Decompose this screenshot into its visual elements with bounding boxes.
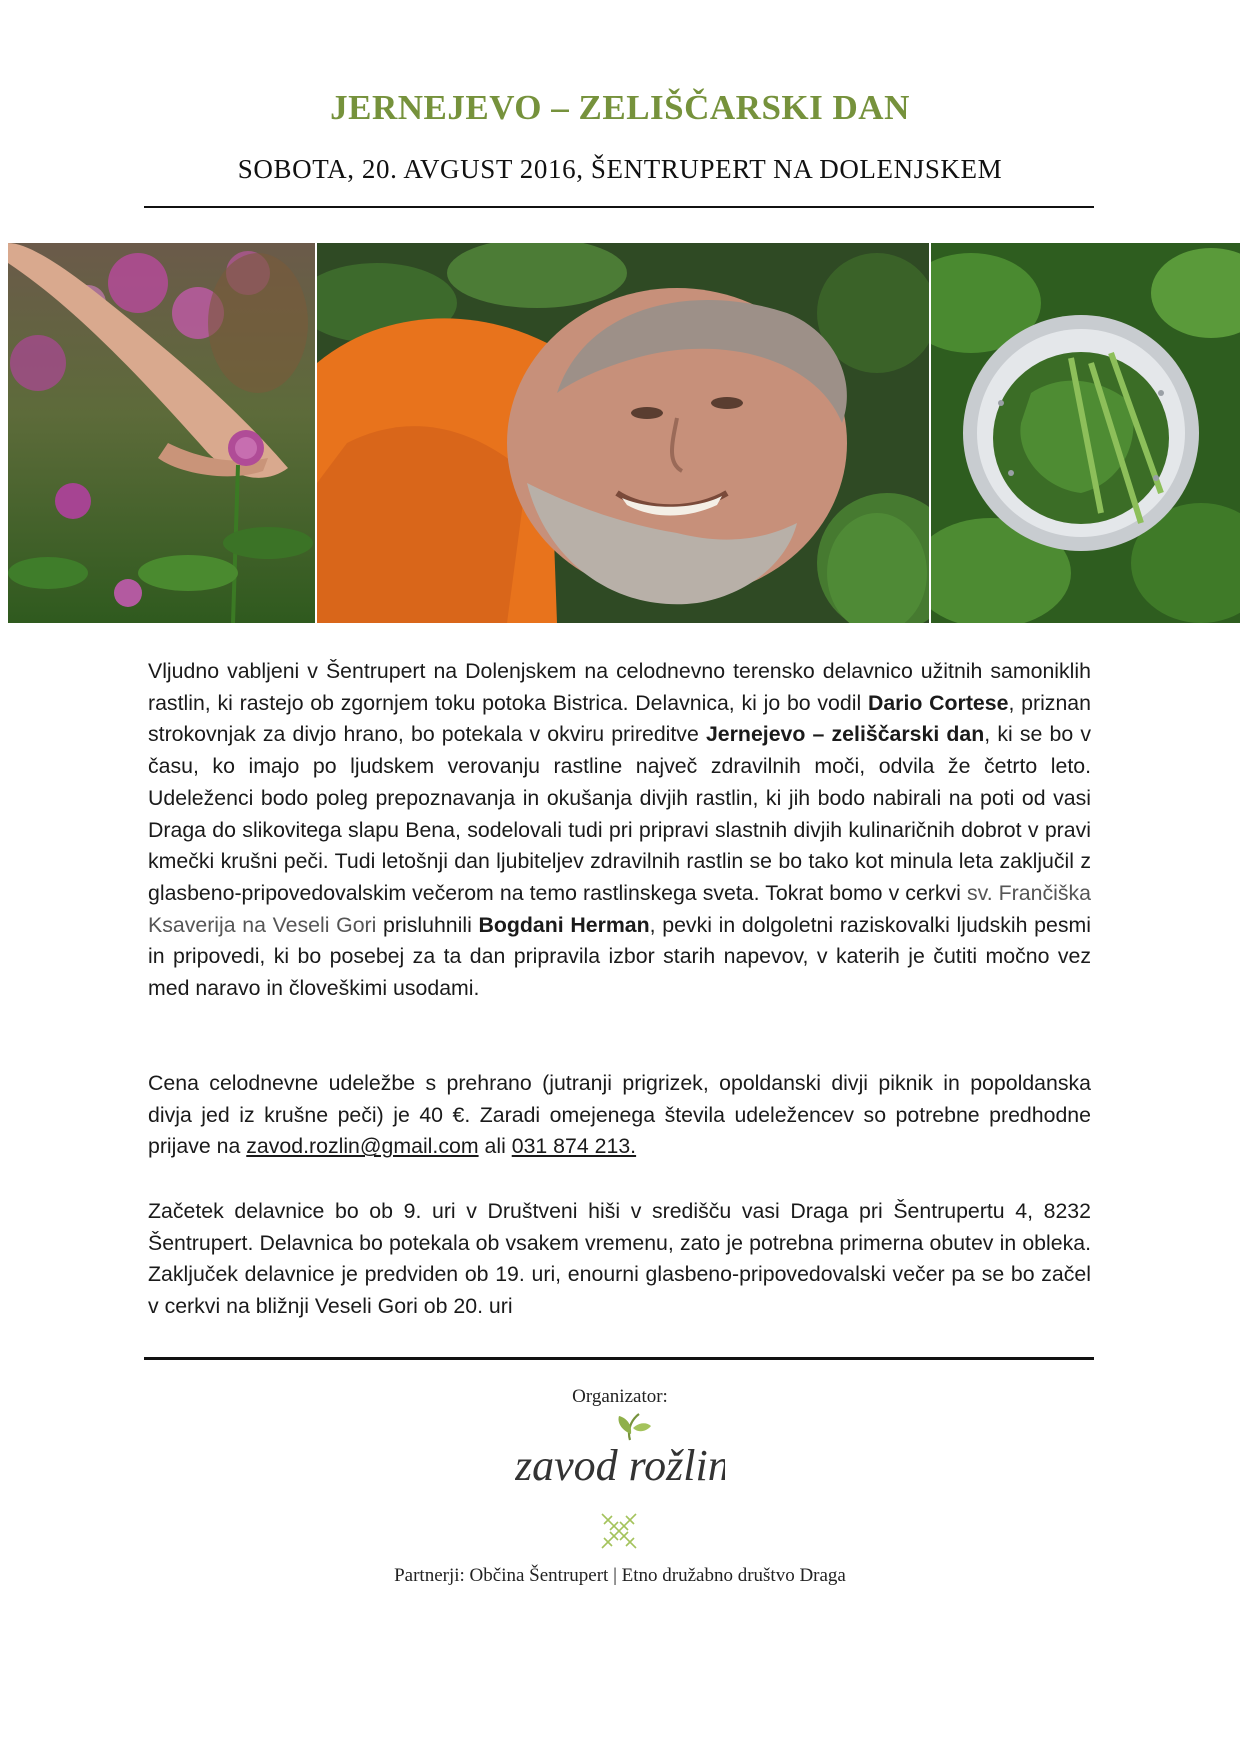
top-divider — [144, 206, 1094, 208]
bottom-divider — [144, 1357, 1094, 1360]
schedule-paragraph: Začetek delavnice bo ob 9. uri v Društveni hiši v središču vasi Draga pri Šentrupertu 4, 8232 Šentrupert. Delavnica bo potekala ob vsakem vremenu, zato je potrebna primerna obutev in obleka. Zaključek delavnice je predviden ob 19. uri, enourni glasbeno-pripovedovalski večer pa se bo začel v cerkvi na bližnji Veseli Gori ob 20. uri — [148, 1199, 1091, 1319]
instructor-name: Dario Cortese — [867, 690, 1009, 715]
man-portrait-photo — [317, 243, 929, 623]
clover-hand-photo — [8, 243, 315, 623]
event-name: Jernejevo – zeliščarski dan — [705, 722, 985, 747]
organizer-label: Organizator: — [572, 1386, 668, 1407]
logo-text: zavod rožlin — [515, 1441, 725, 1490]
partners-line: Partnerji: Občina Šentrupert | Etno družabno društvo Draga — [394, 1565, 846, 1586]
email-link[interactable]: zavod.rozlin@gmail.com — [246, 1134, 479, 1159]
event-date-location: SOBOTA, 20. AVGUST 2016, ŠENTRUPERT NA DOLENJSKEM — [237, 154, 1003, 184]
zavod-rozlin-logo — [515, 1412, 725, 1500]
photo-strip — [8, 243, 1240, 623]
price-paragraph: Cena celodnevne udeležbe s prehrano (jutranji prigrizek, opoldanski divji piknik in popoldanska divja jed iz krušne peči) je 40 €. Zaradi omejenega števila udeležencev so potrebne predhodne prijave na zavod.rozlin@gmail.com ali 031 874 213. — [148, 1071, 1091, 1159]
colander-greens-photo — [931, 243, 1240, 623]
church-name: sv. Frančiška Ksaverija na Veseli Gori — [148, 880, 1091, 937]
page-title: JERNEJEVO – ZELIŠČARSKI DAN — [330, 88, 910, 127]
phone-link[interactable]: 031 874 213. — [511, 1134, 637, 1159]
intro-paragraph: Vljudno vabljeni v Šentrupert na Dolenjskem na celodnevno terensko delavnico užitnih samoniklih rastlin, ki rastejo ob zgornjem toku potoka Bistrica. Delavnica, ki jo bo vodil Dario Cortese, priznan strokovnjak za divjo hrano, bo potekala v okviru prireditve Jernejevo – zeliščarski dan, ki se bo v času, ko imajo po ljudskem verovanju rastline največ zdravilnih moči, odvila že četrto leto. Udeleženci bodo poleg prepoznavanja in okušanja divjih rastlin, ki jih bodo nabirali na poti od vasi Draga do slikovitega slapu Bena, sodelovali tudi pri pripravi slastnih divjih kulinaričnih dobrot v pravi kmečki krušni peči. Tudi letošnji dan ljubiteljev zdravilnih rastlin se bo tako kot minula leta zaključil z glasbeno-pripovedovalskim večerom na temo rastlinskega sveta. Tokrat bomo v cerkvi sv. Frančiška Ksaverija na Veseli Gori prisluhnili Bogdani Herman, pevki in dolgoletni raziskovalki ljudskih pesmi in pripovedi, ki bo posebej za ta dan pripravila izbor starih napevov, v katerih je čutiti močno vez med naravo in človeškimi usodami. — [148, 659, 1092, 1001]
singer-name: Bogdani Herman — [478, 912, 650, 937]
leaf-ornament-icon — [596, 1508, 642, 1554]
